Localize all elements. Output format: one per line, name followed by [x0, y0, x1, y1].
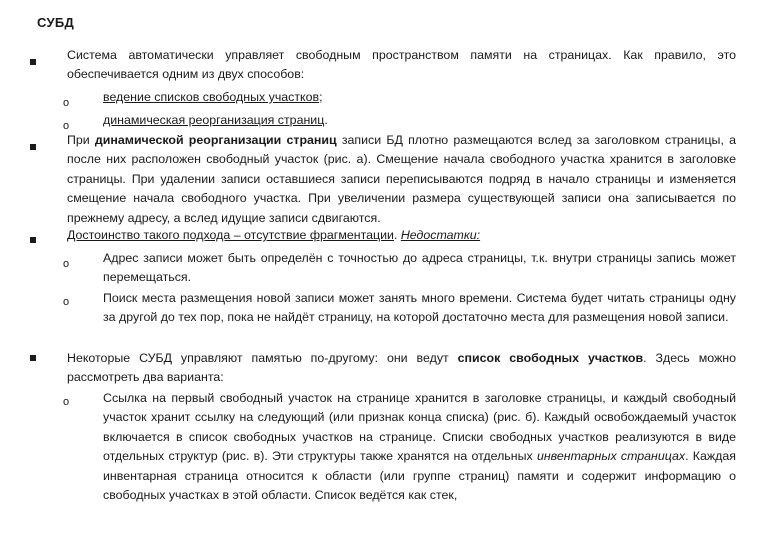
- page-title: СУБД: [37, 15, 75, 30]
- sub-item-text: ведение списков свободных участков: [103, 90, 320, 104]
- bullet-square-icon: [30, 59, 36, 65]
- paragraph-memory-management: [67, 46, 736, 85]
- sub-item-text: . Каждая инвентарная страница относится к области (или группе страниц) памяти и содержит информацию о свободных участках в этой области. Список ведётся как стек,: [103, 449, 736, 503]
- paragraph-advantage: Достоинство такого подхода – отсутствие фрагментации: [67, 228, 394, 242]
- paragraph-text: записи БД плотно размещаются вслед за заголовком страницы, а после них расположен свободный участок (рис. а). Смещение начала свободного участка хранится в заголовке страницы. При удалении записи оставшиеся записи переписываются подряд в начало страницы и изменяется смещение начала свободного участка. При увеличении размера существующей записи она записывается по прежнему адресу, а вслед идущие записи сдвигаются.: [67, 133, 736, 225]
- paragraph-text: Система автоматически управляет свободным пространством памяти на страницах. Как правило, это обеспечивается одним из двух способов:: [67, 48, 736, 82]
- bullet-circle-icon: o: [63, 120, 70, 132]
- paragraph-dynamic-reorg: [67, 131, 736, 228]
- paragraph-pros-cons: [67, 226, 736, 245]
- paragraph-text: Некоторые СУБД управляют памятью по-другому: они ведут: [67, 351, 458, 365]
- bullet-circle-icon: o: [63, 97, 70, 109]
- bullet-circle-icon: o: [63, 396, 70, 408]
- paragraph-bold-term: динамической реорганизации страниц: [94, 133, 337, 147]
- bullet-circle-icon: o: [63, 296, 70, 308]
- paragraph-bold-term: список свободных участков: [457, 351, 644, 365]
- paragraph-text: .: [393, 228, 401, 242]
- paragraph-text: . Здесь можно рассмотреть два варианта:: [67, 351, 736, 385]
- sub-item-text: Поиск места размещения новой записи может занять много времени. Система будет читать страницы одну за другой до тех пор, пока не найдёт страницу, на которой достаточно места для размещения новой записи.: [103, 291, 736, 325]
- paragraph-disadvantages-label: Недостатки:: [400, 228, 481, 242]
- bullet-circle-icon: o: [63, 258, 70, 270]
- sub-item-italic-term: инвентарных страницах: [536, 449, 686, 464]
- bullet-square-icon: [30, 144, 36, 150]
- sub-item-punct: .: [324, 113, 328, 127]
- sub-item-text: Ссылка на первый свободный участок на странице хранится в заголовке страницы, и каждый свободный участок хранит ссылку на следующий (или признак конца списка) (рис. б). Каждый освобождаемый участок включается в список свободных участков на странице. Списки свободных участков реализуются в виде отдельных структур (рис. в). Эти структуры также хранятся на отдельных: [103, 391, 736, 464]
- paragraph-text: При: [67, 133, 95, 147]
- sub-item-dynamic-reorg: [103, 111, 736, 130]
- sub-item-text: динамическая реорганизация страниц: [103, 113, 325, 127]
- sub-item-punct: ;: [319, 90, 323, 104]
- bullet-square-icon: [30, 237, 36, 243]
- sub-item-text: Адрес записи может быть определён с точностью до адреса страницы, т.к. внутри страницы запись может перемещаться.: [103, 251, 736, 285]
- bullet-square-icon: [30, 355, 36, 361]
- sub-item-search: [103, 289, 736, 328]
- paragraph-free-list: [67, 349, 736, 388]
- sub-item-linked-list: [103, 389, 736, 505]
- sub-item-address: [103, 249, 736, 288]
- sub-item-free-lists: [103, 88, 736, 107]
